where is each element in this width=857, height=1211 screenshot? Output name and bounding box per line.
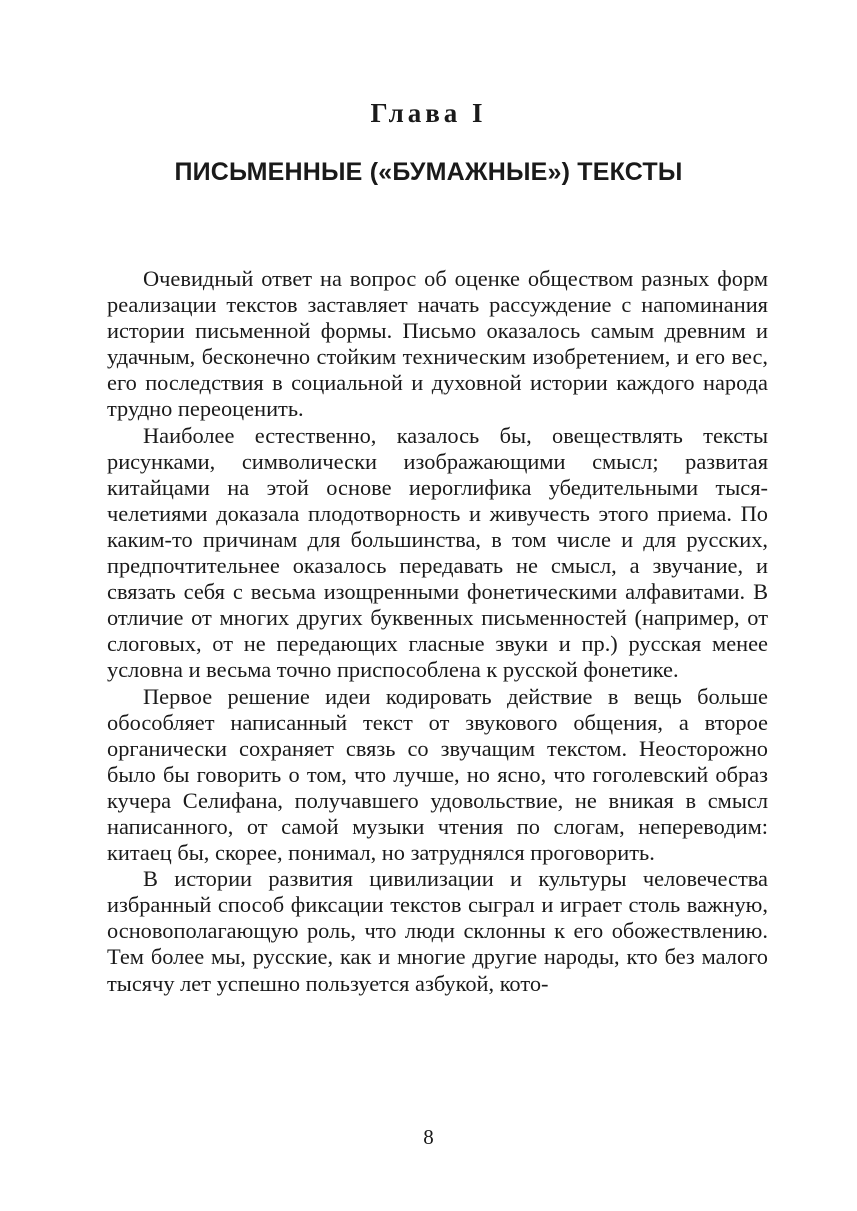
body-text — [107, 266, 768, 997]
chapter-label: Глава I — [370, 98, 487, 128]
page-number: 8 — [423, 1125, 434, 1149]
paragraph: Первое решение идеи кодировать действие в вещь больше обособляет написанный текст от звукового общения, а второе органически сохраняет связь со звучащим текстом. Неосторожно было бы говорить о том, что лучше, но ясно, что гоголевский образ кучера Селифана, получавшего удовольствие, не вникая в смысл написанного, от самой музыки чтения по слогам, непереводим: китаец бы, скорее, понимал, но затруднялся проговорить. — [107, 683, 768, 866]
chapter-title: ПИСЬМЕННЫЕ («БУМАЖНЫЕ») ТЕКСТЫ — [174, 158, 683, 186]
paragraph: Очевидный ответ на вопрос об оценке обществом разных форм реализации текстов заставляет начать рассуждение с напоминания истории письменной формы. Письмо оказалось самым древним и удачным, бесконечно стойким техническим изобретением, и его вес, его последствия в социальной и духовной истории каждого народа трудно переоценить. — [107, 266, 768, 422]
paragraph: Наиболее естественно, казалось бы, овеществлять тексты рисунками, символически изображающими смысл; развитая китайцами на этой основе иероглифика убедительными тысячелетиями доказала плодотворность и живучесть этого приема. По каким-то причинам для большинства, в том числе и для русских, предпочтительнее оказалось передавать не смысл, а звучание, и связать себя с весьма изощренными фонетическими алфавитами. В отличие от многих других буквенных письменностей (например, от слоговых, от не передающих гласные звуки и пр.) русская менее условна и весьма точно приспособлена к русской фонетике. — [107, 422, 768, 683]
paragraph: В истории развития цивилизации и культуры человечества избранный способ фиксации текстов сыграл и играет столь важную, основополагающую роль, что люди склонны к его обожествлению. Тем более мы, русские, как и многие другие народы, кто без малого тысячу лет успешно пользуется азбукой, кото- — [107, 866, 768, 996]
